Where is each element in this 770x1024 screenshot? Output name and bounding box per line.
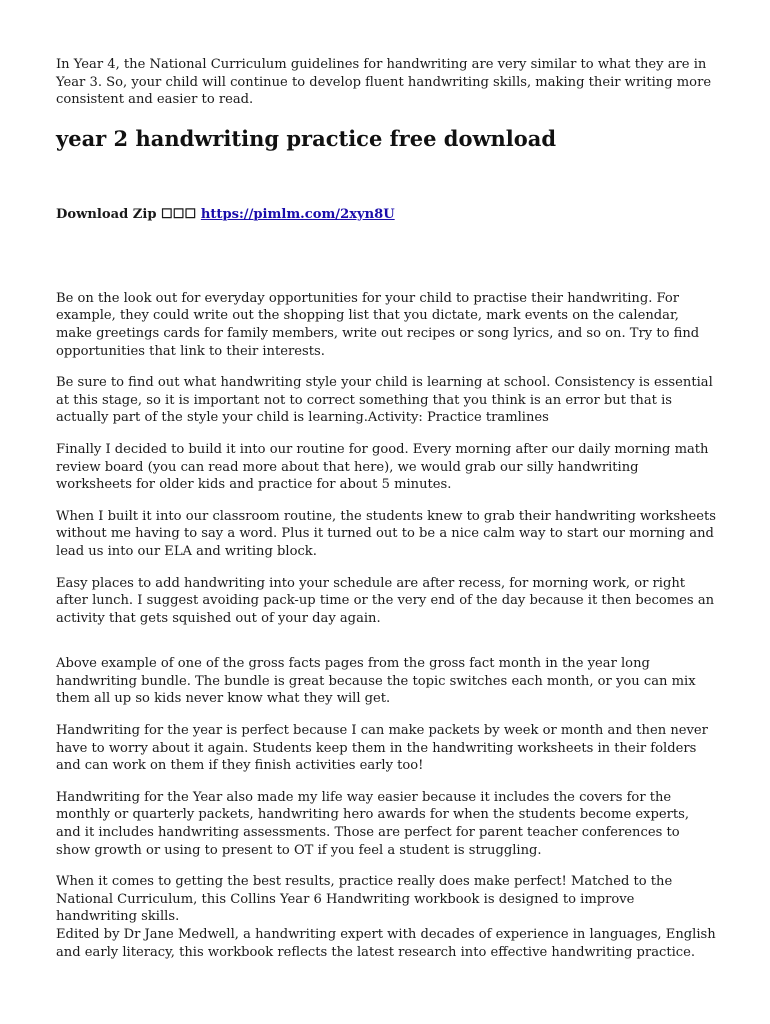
- paragraph: Be sure to find out what handwriting style your child is learning at school. Consistency is essential at this stage, so it is important not to correct something that you think is an error but that is actually part of the style your child is learning.Activity: Practice tramlines: [56, 375, 713, 426]
- intro-paragraph: In Year 4, the National Curriculum guidelines for handwriting are very similar to what they are in Year 3. So, your child will continue to develop fluent handwriting skills, making their writing more consistent and easier to read.: [56, 57, 712, 108]
- paragraph: Edited by Dr Jane Medwell, a handwriting expert with decades of experience in languages, English and early literacy, this workbook reflects the latest research into effective handwriting practice.: [56, 927, 716, 960]
- download-link[interactable]: https://pimlm.com/2xyn8U: [200, 206, 395, 222]
- paragraph: Above example of one of the gross facts pages from the gross fact month in the year long handwriting bundle. The bundle is great because the topic switches each month, or you can mix them all up so kids never know what they will get.: [56, 656, 696, 707]
- paragraph: Handwriting for the Year also made my life way easier because it includes the covers for the monthly or quarterly packets, handwriting hero awards for when the students become experts, and it includes handwriting assessments. Those are perfect for parent teacher conferences to show growth or using to present to OT if you feel a student is struggling.: [56, 789, 690, 858]
- page-title: year 2 handwriting practice free download: [56, 125, 557, 151]
- paragraph: Handwriting for the year is perfect because I can make packets by week or month and then never have to worry about it again. Students keep them in the handwriting worksheets in their folders and can work on them if they finish activities early too!: [56, 723, 708, 774]
- paragraph: Easy places to add handwriting into your schedule are after recess, for morning work, or right after lunch. I suggest avoiding pack-up time or the very end of the day because it then becomes an activity that gets squished out of your day again.: [56, 575, 715, 626]
- paragraph: Be on the look out for everyday opportunities for your child to practise their handwriting. For example, they could write out the shopping list that you dictate, mark events on the calendar, make greetings cards for family members, write out recipes or song lyrics, and so on. Try to find opportunities that link to their interests.: [56, 290, 700, 359]
- paragraph: When I built it into our classroom routine, the students knew to grab their handwriting worksheets without me having to say a word. Plus it turned out to be a nice calm way to start our morning and lead us into our ELA and writing block.: [56, 508, 716, 559]
- paragraph: Finally I decided to build it into our routine for good. Every morning after our daily morning math review board (you can read more about that here), we would grab our silly handwriting worksheets for older kids and practice for about 5 minutes.: [56, 441, 709, 493]
- article-body: [56, 290, 716, 961]
- paragraph: When it comes to getting the best results, practice really does make perfect! Matched to the National Curriculum, this Collins Year 6 Handwriting workbook is designed to improve handwriting skills.: [56, 874, 673, 925]
- download-label: Download Zip: [56, 206, 157, 222]
- download-line: [56, 206, 716, 224]
- download-arrows-icon: ☐☐☐: [161, 206, 197, 222]
